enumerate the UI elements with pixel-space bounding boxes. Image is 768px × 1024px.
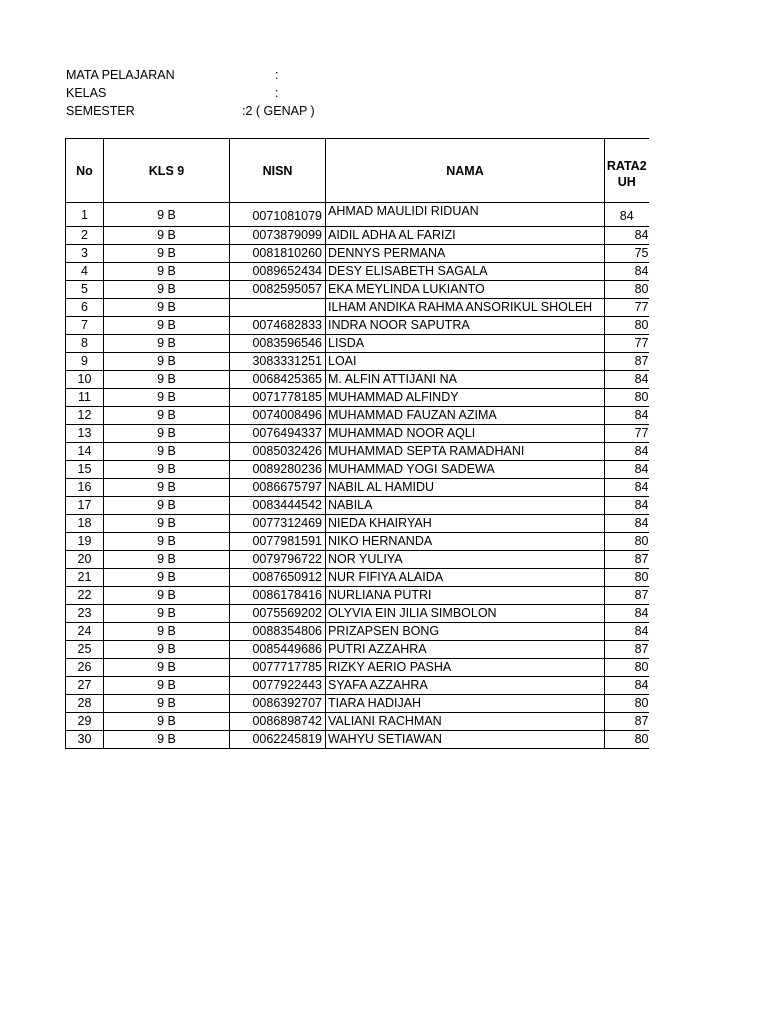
cell-nisn: 0081810260 bbox=[230, 245, 326, 263]
table-row bbox=[66, 443, 649, 461]
cell-nama: AIDIL ADHA AL FARIZI bbox=[326, 227, 605, 245]
cell-nama: NIEDA KHAIRYAH bbox=[326, 515, 605, 533]
table-row bbox=[66, 533, 649, 551]
cell-no: 6 bbox=[66, 299, 104, 317]
cell-rata: 87 bbox=[605, 713, 649, 731]
table-header-row bbox=[66, 139, 649, 203]
cell-nisn: 0074682833 bbox=[230, 317, 326, 335]
cell-nama: NIKO HERNANDA bbox=[326, 533, 605, 551]
table-row bbox=[66, 695, 649, 713]
cell-nama: PUTRI AZZAHRA bbox=[326, 641, 605, 659]
cell-nama: MUHAMMAD SEPTA RAMADHANI bbox=[326, 443, 605, 461]
cell-kls: 9 B bbox=[104, 659, 230, 677]
cell-kls: 9 B bbox=[104, 713, 230, 731]
cell-rata: 84 bbox=[605, 203, 649, 227]
cell-nisn: 3083331251 bbox=[230, 353, 326, 371]
meta-value: :2 ( GENAP ) bbox=[242, 104, 315, 118]
cell-nisn: 0087650912 bbox=[230, 569, 326, 587]
cell-kls: 9 B bbox=[104, 407, 230, 425]
cell-nisn: 0088354806 bbox=[230, 623, 326, 641]
cell-nama: AHMAD MAULIDI RIDUAN bbox=[326, 203, 605, 227]
cell-no: 26 bbox=[66, 659, 104, 677]
cell-rata: 87 bbox=[605, 641, 649, 659]
table-row bbox=[66, 203, 649, 227]
cell-no: 3 bbox=[66, 245, 104, 263]
cell-nisn: 0089652434 bbox=[230, 263, 326, 281]
column-header-rata-line1: RATA2 bbox=[606, 158, 647, 173]
cell-rata: 87 bbox=[605, 587, 649, 605]
table-row bbox=[66, 569, 649, 587]
column-header-no: No bbox=[66, 139, 104, 203]
cell-nisn: 0085449686 bbox=[230, 641, 326, 659]
table-row bbox=[66, 659, 649, 677]
cell-nisn: 0089280236 bbox=[230, 461, 326, 479]
meta-label: MATA PELAJARAN bbox=[66, 68, 175, 82]
table-row bbox=[66, 263, 649, 281]
cell-kls: 9 B bbox=[104, 317, 230, 335]
cell-kls: 9 B bbox=[104, 533, 230, 551]
cell-nama: DESY ELISABETH SAGALA bbox=[326, 263, 605, 281]
cell-nama: MUHAMMAD ALFINDY bbox=[326, 389, 605, 407]
cell-nama: NABILA bbox=[326, 497, 605, 515]
cell-kls: 9 B bbox=[104, 245, 230, 263]
cell-kls: 9 B bbox=[104, 731, 230, 749]
cell-rata: 75 bbox=[605, 245, 649, 263]
cell-kls: 9 B bbox=[104, 203, 230, 227]
cell-rata: 80 bbox=[605, 659, 649, 677]
cell-no: 2 bbox=[66, 227, 104, 245]
cell-kls: 9 B bbox=[104, 371, 230, 389]
cell-nisn: 0077717785 bbox=[230, 659, 326, 677]
cell-nisn: 0083444542 bbox=[230, 497, 326, 515]
cell-no: 28 bbox=[66, 695, 104, 713]
column-header-rata-line2: UH bbox=[617, 174, 636, 189]
table-row bbox=[66, 389, 649, 407]
table-row bbox=[66, 299, 649, 317]
cell-no: 11 bbox=[66, 389, 104, 407]
cell-rata: 84 bbox=[605, 623, 649, 641]
cell-nisn: 0071778185 bbox=[230, 389, 326, 407]
cell-nama: ILHAM ANDIKA RAHMA ANSORIKUL SHOLEH bbox=[326, 299, 605, 317]
cell-no: 1 bbox=[66, 203, 104, 227]
cell-no: 15 bbox=[66, 461, 104, 479]
meta-kelas bbox=[66, 84, 426, 102]
table-row bbox=[66, 641, 649, 659]
cell-rata: 84 bbox=[605, 497, 649, 515]
cell-kls: 9 B bbox=[104, 677, 230, 695]
table-row bbox=[66, 551, 649, 569]
cell-kls: 9 B bbox=[104, 623, 230, 641]
cell-no: 10 bbox=[66, 371, 104, 389]
cell-nama: SYAFA AZZAHRA bbox=[326, 677, 605, 695]
cell-kls: 9 B bbox=[104, 569, 230, 587]
cell-nisn: 0077922443 bbox=[230, 677, 326, 695]
cell-rata: 84 bbox=[605, 443, 649, 461]
cell-nama: LISDA bbox=[326, 335, 605, 353]
cell-nisn: 0062245819 bbox=[230, 731, 326, 749]
table-row bbox=[66, 479, 649, 497]
table-row bbox=[66, 515, 649, 533]
meta-mata-pelajaran bbox=[66, 66, 426, 84]
cell-kls: 9 B bbox=[104, 587, 230, 605]
cell-nama: MUHAMMAD NOOR AQLI bbox=[326, 425, 605, 443]
cell-kls: 9 B bbox=[104, 443, 230, 461]
table-row bbox=[66, 623, 649, 641]
cell-nama: EKA MEYLINDA LUKIANTO bbox=[326, 281, 605, 299]
cell-kls: 9 B bbox=[104, 695, 230, 713]
cell-nama: NURLIANA PUTRI bbox=[326, 587, 605, 605]
cell-rata: 84 bbox=[605, 605, 649, 623]
cell-no: 23 bbox=[66, 605, 104, 623]
cell-kls: 9 B bbox=[104, 353, 230, 371]
table-row bbox=[66, 497, 649, 515]
cell-nisn: 0086898742 bbox=[230, 713, 326, 731]
cell-no: 12 bbox=[66, 407, 104, 425]
cell-nisn: 0083596546 bbox=[230, 335, 326, 353]
meta-semester bbox=[66, 102, 426, 120]
cell-no: 14 bbox=[66, 443, 104, 461]
cell-rata: 77 bbox=[605, 299, 649, 317]
cell-nisn: 0071081079 bbox=[230, 203, 326, 227]
cell-nisn: 0073879099 bbox=[230, 227, 326, 245]
cell-rata: 80 bbox=[605, 569, 649, 587]
cell-no: 18 bbox=[66, 515, 104, 533]
cell-nama: PRIZAPSEN BONG bbox=[326, 623, 605, 641]
table-row bbox=[66, 731, 649, 749]
cell-nisn: 0077312469 bbox=[230, 515, 326, 533]
cell-kls: 9 B bbox=[104, 641, 230, 659]
meta-value: : bbox=[275, 86, 279, 100]
cell-nama: NUR FIFIYA ALAIDA bbox=[326, 569, 605, 587]
cell-nama: TIARA HADIJAH bbox=[326, 695, 605, 713]
cell-kls: 9 B bbox=[104, 281, 230, 299]
cell-kls: 9 B bbox=[104, 227, 230, 245]
table-row bbox=[66, 605, 649, 623]
cell-no: 20 bbox=[66, 551, 104, 569]
cell-kls: 9 B bbox=[104, 425, 230, 443]
cell-kls: 9 B bbox=[104, 551, 230, 569]
cell-kls: 9 B bbox=[104, 461, 230, 479]
cell-kls: 9 B bbox=[104, 335, 230, 353]
cell-no: 5 bbox=[66, 281, 104, 299]
cell-no: 17 bbox=[66, 497, 104, 515]
cell-nama: OLYVIA EIN JILIA SIMBOLON bbox=[326, 605, 605, 623]
cell-rata: 84 bbox=[605, 677, 649, 695]
cell-no: 4 bbox=[66, 263, 104, 281]
cell-nisn bbox=[230, 299, 326, 317]
cell-nama: NABIL AL HAMIDU bbox=[326, 479, 605, 497]
cell-rata: 77 bbox=[605, 335, 649, 353]
cell-nisn: 0074008496 bbox=[230, 407, 326, 425]
cell-kls: 9 B bbox=[104, 263, 230, 281]
cell-kls: 9 B bbox=[104, 479, 230, 497]
cell-no: 30 bbox=[66, 731, 104, 749]
cell-no: 19 bbox=[66, 533, 104, 551]
cell-nama: RIZKY AERIO PASHA bbox=[326, 659, 605, 677]
cell-nisn: 0082595057 bbox=[230, 281, 326, 299]
cell-no: 7 bbox=[66, 317, 104, 335]
cell-rata: 84 bbox=[605, 461, 649, 479]
cell-rata: 84 bbox=[605, 407, 649, 425]
cell-nama: WAHYU SETIAWAN bbox=[326, 731, 605, 749]
cell-no: 8 bbox=[66, 335, 104, 353]
cell-nama: DENNYS PERMANA bbox=[326, 245, 605, 263]
cell-no: 9 bbox=[66, 353, 104, 371]
cell-no: 27 bbox=[66, 677, 104, 695]
cell-rata: 84 bbox=[605, 263, 649, 281]
cell-rata: 80 bbox=[605, 695, 649, 713]
cell-nisn: 0077981591 bbox=[230, 533, 326, 551]
table-row bbox=[66, 677, 649, 695]
cell-nisn: 0079796722 bbox=[230, 551, 326, 569]
cell-nisn: 0086178416 bbox=[230, 587, 326, 605]
cell-nisn: 0068425365 bbox=[230, 371, 326, 389]
cell-no: 16 bbox=[66, 479, 104, 497]
table-row bbox=[66, 245, 649, 263]
table-body bbox=[66, 203, 649, 749]
table-row bbox=[66, 317, 649, 335]
cell-kls: 9 B bbox=[104, 389, 230, 407]
table-row bbox=[66, 353, 649, 371]
cell-no: 22 bbox=[66, 587, 104, 605]
table-row bbox=[66, 587, 649, 605]
cell-nama: VALIANI RACHMAN bbox=[326, 713, 605, 731]
cell-no: 25 bbox=[66, 641, 104, 659]
meta-label: KELAS bbox=[66, 86, 107, 100]
grades-table bbox=[65, 138, 649, 749]
cell-nama: M. ALFIN ATTIJANI NA bbox=[326, 371, 605, 389]
cell-rata: 80 bbox=[605, 317, 649, 335]
cell-rata: 77 bbox=[605, 425, 649, 443]
cell-rata: 80 bbox=[605, 389, 649, 407]
cell-nama: NOR YULIYA bbox=[326, 551, 605, 569]
meta-label: SEMESTER bbox=[66, 104, 135, 118]
column-header-nama: NAMA bbox=[326, 139, 605, 203]
table-row bbox=[66, 713, 649, 731]
cell-rata: 84 bbox=[605, 227, 649, 245]
cell-nama: MUHAMMAD FAUZAN AZIMA bbox=[326, 407, 605, 425]
table-row bbox=[66, 407, 649, 425]
cell-nisn: 0085032426 bbox=[230, 443, 326, 461]
cell-no: 21 bbox=[66, 569, 104, 587]
cell-nisn: 0075569202 bbox=[230, 605, 326, 623]
cell-nisn: 0086675797 bbox=[230, 479, 326, 497]
table-row bbox=[66, 425, 649, 443]
cell-rata: 84 bbox=[605, 515, 649, 533]
column-header-kls: KLS 9 bbox=[104, 139, 230, 203]
column-header-nisn: NISN bbox=[230, 139, 326, 203]
cell-nisn: 0086392707 bbox=[230, 695, 326, 713]
cell-no: 24 bbox=[66, 623, 104, 641]
table-row bbox=[66, 281, 649, 299]
cell-nama: MUHAMMAD YOGI SADEWA bbox=[326, 461, 605, 479]
table-row bbox=[66, 335, 649, 353]
cell-rata: 80 bbox=[605, 533, 649, 551]
cell-rata: 87 bbox=[605, 551, 649, 569]
table-row bbox=[66, 227, 649, 245]
column-header-rata bbox=[605, 139, 649, 203]
meta-value: : bbox=[275, 68, 279, 82]
cell-rata: 80 bbox=[605, 281, 649, 299]
cell-nisn: 0076494337 bbox=[230, 425, 326, 443]
cell-kls: 9 B bbox=[104, 515, 230, 533]
table-row bbox=[66, 461, 649, 479]
cell-nama: LOAI bbox=[326, 353, 605, 371]
cell-kls: 9 B bbox=[104, 299, 230, 317]
table-row bbox=[66, 371, 649, 389]
cell-no: 13 bbox=[66, 425, 104, 443]
cell-kls: 9 B bbox=[104, 497, 230, 515]
cell-kls: 9 B bbox=[104, 605, 230, 623]
cell-rata: 84 bbox=[605, 371, 649, 389]
cell-rata: 80 bbox=[605, 731, 649, 749]
cell-rata: 87 bbox=[605, 353, 649, 371]
cell-nama: INDRA NOOR SAPUTRA bbox=[326, 317, 605, 335]
cell-rata: 84 bbox=[605, 479, 649, 497]
cell-no: 29 bbox=[66, 713, 104, 731]
